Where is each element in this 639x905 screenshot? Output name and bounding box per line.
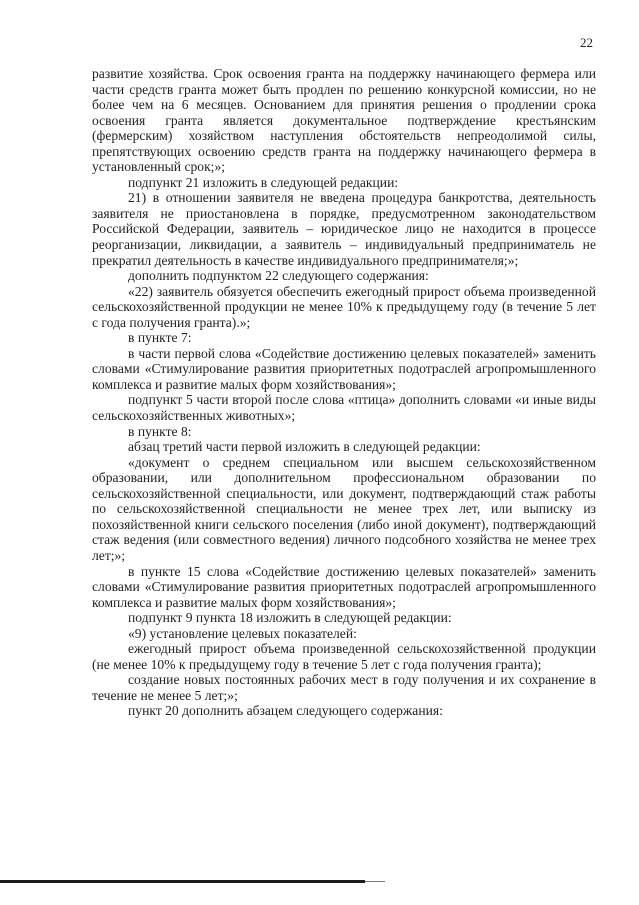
scan-edge-line — [0, 880, 365, 883]
paragraph-item-7-intro: в пункте 7: — [128, 330, 192, 346]
paragraph-item-15: в пункте 15 слова «Содействие достижению целевых показателей» заменить словами «Стимулирование развития приоритетных подотраслей агропромышленного комплекса и развитие малых форм хозяйствования»; — [92, 563, 596, 610]
paragraph-item-7-part-1: в части первой слова «Содействие достижению целевых показателей» заменить словами «Стимулирование развития приоритетных подотраслей агропромышленного комплекса и развитие малых форм хозяйствования»; — [92, 345, 596, 392]
paragraph-item-18-intro: подпункт 9 пункта 18 изложить в следующей редакции: — [128, 610, 452, 626]
paragraph-subitem-21-text: 21) в отношении заявителя не введена процедура банкротства, деятельность заявителя не приостановлена в порядке, предусмотренном законодательством Российской Федерации, заявитель – юридическое лицо не находится в процессе реорганизации, ликвидации, а заявитель – индивидуальный предприниматель не прекратил деятельность в качестве индивидуального предпринимателя;»; — [92, 190, 596, 268]
paragraph-item-8-abzac-3-intro: абзац третий части первой изложить в следующей редакции: — [128, 439, 481, 455]
paragraph-subitem-22-intro: дополнить подпунктом 22 следующего содержания: — [128, 268, 429, 284]
paragraph-subitem-22-text: «22) заявитель обязуется обеспечить ежегодный прирост объема произведенной сельскохозяйственной продукции не менее 10% к предыдущему году (в течение 5 лет с года получения гранта).»; — [92, 283, 596, 330]
paragraph-item-18-subitem-9: «9) установление целевых показателей: — [128, 625, 357, 641]
document-body — [92, 66, 596, 719]
page-number: 22 — [580, 35, 593, 50]
scan-edge-line-tail — [365, 881, 385, 882]
paragraph-target-growth: ежегодный прирост объема произведенной сельскохозяйственной продукции (не менее 10% к предыдущему году в течение 5 лет с года получения гранта); — [92, 641, 596, 672]
paragraph-target-jobs: создание новых постоянных рабочих мест в году получения и их сохранение в течение не менее 5 лет;»; — [92, 672, 596, 703]
paragraph-continuation: развитие хозяйства. Срок освоения гранта на поддержку начинающего фермера или части средств гранта может быть продлен по решению конкурсной комиссии, но не более чем на 6 месяцев. Основанием для принятия решения о продлении срока освоения гранта является документальное подтверждение крестьянским (фермерским) хозяйством наступления обстоятельств непреодолимой силы, препятствующих освоению средств гранта на поддержку начинающего фермера в установленный срок;»; — [92, 66, 596, 175]
paragraph-item-8-abzac-3-text: «документ о среднем специальном или высшем сельскохозяйственном образовании, или дополнительном профессиональном образовании по сельскохозяйственной специальности, или документ, подтверждающий стаж работы по сельскохозяйственной специальности не менее трех лет, или выписку из похозяйственной книги сельского поселения (либо иной документ), подтверждающий стаж ведения (или совместного ведения) личного подсобного хозяйства не менее трех лет;»; — [92, 454, 596, 563]
paragraph-item-20-intro: пункт 20 дополнить абзацем следующего содержания: — [128, 703, 443, 719]
paragraph-item-8-intro: в пункте 8: — [128, 423, 192, 439]
paragraph-subitem-21-intro: подпункт 21 изложить в следующей редакции: — [128, 174, 399, 190]
paragraph-item-7-subitem-5: подпункт 5 части второй после слова «птица» дополнить словами «и иные виды сельскохозяйственных животных»; — [92, 392, 596, 424]
